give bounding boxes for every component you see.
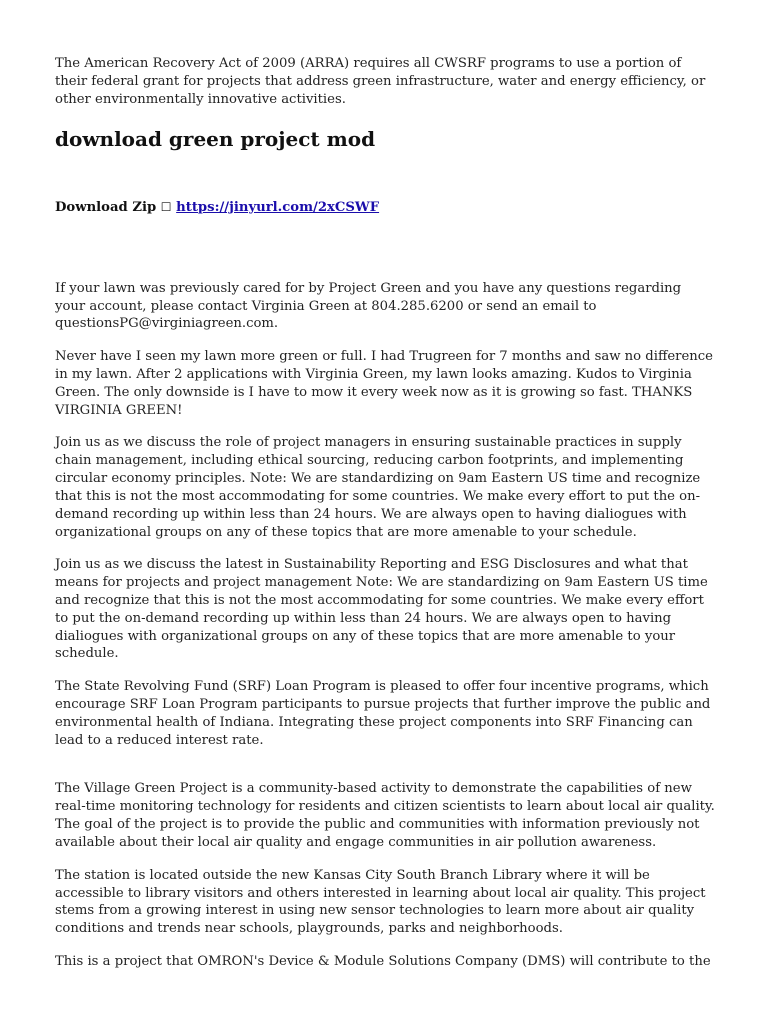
paragraph-supply-chain: Join us as we discuss the role of project managers in ensuring sustainable practices in supply chain management, including ethical sourcing, reducing carbon footprints, and implementing circular economy principles. Note: We are standardizing on 9am Eastern US time and recognize that this is not the most accommodating for some countries. We make every effort to put the on-demand recording up within less than 24 hours. We are always open to having dialiogues with organizational groups on any of these topics that are more amenable to your schedule. (55, 434, 701, 540)
download-link[interactable]: https://jinyurl.com/2xCSWF (176, 199, 380, 215)
paragraph-station: The station is located outside the new Kansas City South Branch Library where it will be accessible to library visitors and others interested in learning about local air quality. This project stems from a growing interest in using new sensor technologies to learn more about air quality conditions and trends near schools, playgrounds, parks and neighborhoods. (55, 867, 706, 937)
download-line (55, 199, 715, 217)
box-glyph-icon: ☐ (160, 199, 172, 214)
paragraph-srf: The State Revolving Fund (SRF) Loan Program is pleased to offer four incentive programs, which encourage SRF Loan Program participants to pursue projects that further improve the public and environmental health of Indiana. Integrating these project components into SRF Financing can lead to a reduced interest rate. (55, 678, 711, 748)
paragraph-village-green: The Village Green Project is a community-based activity to demonstrate the capabilities of new real-time monitoring technology for residents and citizen scientists to learn about local air quality. The goal of the project is to provide the public and communities with information previously not available about their local air quality and engage communities in air pollution awareness. (55, 781, 715, 851)
paragraph-testimonial: Never have I seen my lawn more green or full. I had Trugreen for 7 months and saw no difference in my lawn. After 2 applications with Virginia Green, my lawn looks amazing. Kudos to Virginia Green. The only downside is I have to mow it every week now as it is growing so fast. THANKS VIRGINIA GREEN! (55, 348, 713, 418)
page-title: download green project mod (55, 126, 376, 151)
download-label: Download Zip (55, 199, 157, 215)
intro-paragraph: The American Recovery Act of 2009 (ARRA) requires all CWSRF programs to use a portion of their federal grant for projects that address green infrastructure, water and energy efficiency, or other environmentally innovative activities. (55, 56, 706, 107)
paragraph-lawn-contact: If your lawn was previously cared for by Project Green and you have any questions regarding your account, please contact Virginia Green at 804.285.6200 or send an email to questionsPG@virginiagreen.com. (55, 280, 682, 332)
paragraph-omron: This is a project that OMRON's Device & Module Solutions Company (DMS) will contribute to the (55, 953, 711, 969)
body-content (55, 280, 715, 971)
document-page (55, 55, 715, 985)
paragraph-esg: Join us as we discuss the latest in Sustainability Reporting and ESG Disclosures and what that means for projects and project management Note: We are standardizing on 9am Eastern US time and recognize that this is not the most accommodating for some countries. We make every effort to put the on-demand recording up within less than 24 hours. We are always open to having dialiogues with organizational groups on any of these topics that are more amenable to your schedule. (55, 556, 708, 662)
